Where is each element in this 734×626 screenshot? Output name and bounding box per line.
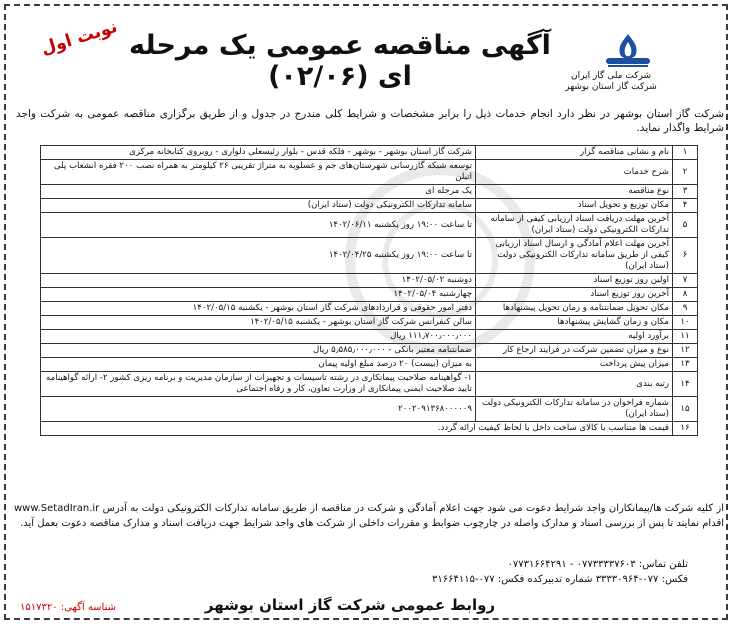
row-value: دفتر امور حقوقی و قراردادهای شرکت گاز استان بوشهر - یکشنبه ۱۴۰۲/۰۵/۱۵ xyxy=(41,302,476,316)
row-number: ۱ xyxy=(673,146,698,160)
row-label: رتبه بندی xyxy=(476,372,673,397)
table-row xyxy=(41,288,698,302)
row-number: ۱۲ xyxy=(673,344,698,358)
ad-id: شناسه آگهی: ۱۵۱۷۳۲۰ xyxy=(20,602,117,613)
row-number: ۵ xyxy=(673,213,698,238)
table-row xyxy=(41,344,698,358)
row-number: ۴ xyxy=(673,199,698,213)
row-number: ۳ xyxy=(673,185,698,199)
tender-table xyxy=(40,145,698,436)
table-row xyxy=(41,213,698,238)
row-number: ۱۰ xyxy=(673,316,698,330)
row-label: آخرین مهلت اعلام آمادگی و ارسال اسناد ارزیابی کیفی از طریق سامانه تدارکات الکترونیکی دولت (ستاد ایران) xyxy=(476,238,673,274)
row-value: ۲۰۰۲۰۹۱۳۶۸۰۰۰۰۰۹ xyxy=(41,397,476,422)
table-row xyxy=(41,160,698,185)
footer-text: از کلیه شرکت ها/پیمانکاران واجد شرایط دعوت می شود جهت اعلام آمادگی و شرکت در مناقصه از طریق سامانه تدارکات الکترونیکی دولت به آدرس www.SetadIran.ir اقدام نمایند تا پس از بررسی اسناد و مدارک واصله در چارچوب ضوابط و مقررات داخلی از شرکت های واجد شرایط جهت دریافت اسناد و مدارک مناقصه دعوت بعمل آید. xyxy=(14,503,724,529)
phone-line: تلفن تماس: ۰۷۷۳۳۳۳۷۶۰۳ - ۰۷۷۳۱۶۶۴۲۹۱ xyxy=(507,559,688,570)
table-row xyxy=(41,422,698,436)
row-label: مکان توزیع و تحویل اسناد xyxy=(476,199,673,213)
row-number: ۹ xyxy=(673,302,698,316)
row-number: ۱۳ xyxy=(673,358,698,372)
row-label: نوع و میزان تضمین شرکت در فرایند ارجاع کار xyxy=(476,344,673,358)
row-number: ۱۴ xyxy=(673,372,698,397)
signature: روابط عمومی شرکت گاز استان بوشهر xyxy=(204,596,496,614)
row-label: آخرین مهلت دریافت اسناد ارزیابی کیفی از سامانه تدارکات الکترونیکی دولت (ستاد ایران) xyxy=(476,213,673,238)
table-row xyxy=(41,372,698,397)
table-row xyxy=(41,199,698,213)
row-value: توسعه شبکه گازرسانی شهرستان‌های جم و عسلویه به متراژ تقریبی ۲۶ کیلومتر به همراه نصب ۲۰۰ فقره انشعاب پلی اتیلن xyxy=(41,160,476,185)
org-line-1: شرکت ملی گاز ایران xyxy=(571,71,651,81)
row-number: ۸ xyxy=(673,288,698,302)
row-value: دوشنبه ۱۴۰۲/۰۵/۰۲ xyxy=(41,274,476,288)
table-row xyxy=(41,238,698,274)
row-number: ۱۶ xyxy=(673,422,698,436)
row-label: نوع مناقصه xyxy=(476,185,673,199)
row-value: تا ساعت ۱۹:۰۰ روز یکشنبه ۱۴۰۲/۰۴/۲۵ xyxy=(41,238,476,274)
row-label: نام و نشانی مناقصه گزار xyxy=(476,146,673,160)
fax-line: فکس: ۰۷۷-۳۳۳۳۰۹۶۴ شماره تدبیرکده فکس: ۰۷۷-۳۱۶۶۴۱۱۵ xyxy=(431,574,688,585)
row-label: اولین روز توزیع اسناد xyxy=(476,274,673,288)
contact-info xyxy=(432,557,688,587)
row-label: قیمت ها متناسب با کالای ساخت داخل با لحاظ کیفیت ارائه گردد. xyxy=(41,422,673,436)
table-row xyxy=(41,397,698,422)
row-label: میزان پیش پرداخت xyxy=(476,358,673,372)
org-line-2: شرکت گاز استان بوشهر xyxy=(565,82,657,92)
row-value: سامانه تدارکات الکترونیکی دولت (ستاد ایران) xyxy=(41,199,476,213)
row-number: ۶ xyxy=(673,238,698,274)
row-value: به میزان (بیست) ۲۰ درصد مبلغ اولیه پیمان xyxy=(41,358,476,372)
table-row xyxy=(41,330,698,344)
row-number: ۷ xyxy=(673,274,698,288)
row-label: شرح خدمات xyxy=(476,160,673,185)
row-value: تا ساعت ۱۹:۰۰ روز یکشنبه ۱۴۰۲/۰۶/۱۱ xyxy=(41,213,476,238)
table-row xyxy=(41,358,698,372)
row-value: ضمانتنامه معتبر بانکی - ۵٫۵۸۵٫۰۰۰٫۰۰۰ ریال xyxy=(41,344,476,358)
row-number: ۱۱ xyxy=(673,330,698,344)
turn-label: نوبت اول xyxy=(38,16,120,60)
nigc-logo-icon xyxy=(598,30,658,72)
intro-text: شرکت گاز استان بوشهر در نظر دارد انجام خدمات ذیل را برابر مشخصات و شرایط کلی مندرج در جدول و از طریق برگزاری مناقصه عمومی به شرکت واجد شرایط واگذار نماید. xyxy=(16,108,724,134)
row-value: چهارشنبه ۱۴۰۲/۰۵/۰۴ xyxy=(41,288,476,302)
table-row xyxy=(41,302,698,316)
table-row xyxy=(41,146,698,160)
organization-name xyxy=(546,71,676,93)
table-row xyxy=(41,185,698,199)
row-value: شرکت گاز استان بوشهر - بوشهر - فلکه قدس - بلوار رئیسعلی دلواری - روبروی کتابخانه مرکزی xyxy=(41,146,476,160)
row-number: ۱۵ xyxy=(673,397,698,422)
row-value: ۱۱۱٫۷۰۰٫۰۰۰٫۰۰۰ ریال xyxy=(41,330,476,344)
row-label: آخرین روز توزیع اسناد xyxy=(476,288,673,302)
row-value: یک مرحله ای xyxy=(41,185,476,199)
row-label: شماره فراخوان در سامانه تدارکات الکترونیکی دولت (ستاد ایران) xyxy=(476,397,673,422)
row-value: ۱- گواهینامه صلاحیت پیمانکاری در رشته تاسیسات و تجهیزات از سازمان مدیریت و برنامه ریزی کشور ۲- ارائه گواهینامه تایید صلاحیت ایمنی پیمانکاری از وزارت تعاون، کار و رفاه اجتماعی xyxy=(41,372,476,397)
row-label: برآورد اولیه xyxy=(476,330,673,344)
row-number: ۲ xyxy=(673,160,698,185)
table-row xyxy=(41,274,698,288)
table-row xyxy=(41,316,698,330)
row-label: مکان تحویل ضمانتنامه و زمان تحویل پیشنهادها xyxy=(476,302,673,316)
row-label: مکان و زمان گشایش پیشنهادها xyxy=(476,316,673,330)
row-value: سالن کنفرانس شرکت گاز استان بوشهر - یکشنبه ۱۴۰۲/۰۵/۱۵ xyxy=(41,316,476,330)
page-title: آگهی مناقصه عمومی یک مرحله ای (۰۲/۰۶) xyxy=(129,30,551,92)
